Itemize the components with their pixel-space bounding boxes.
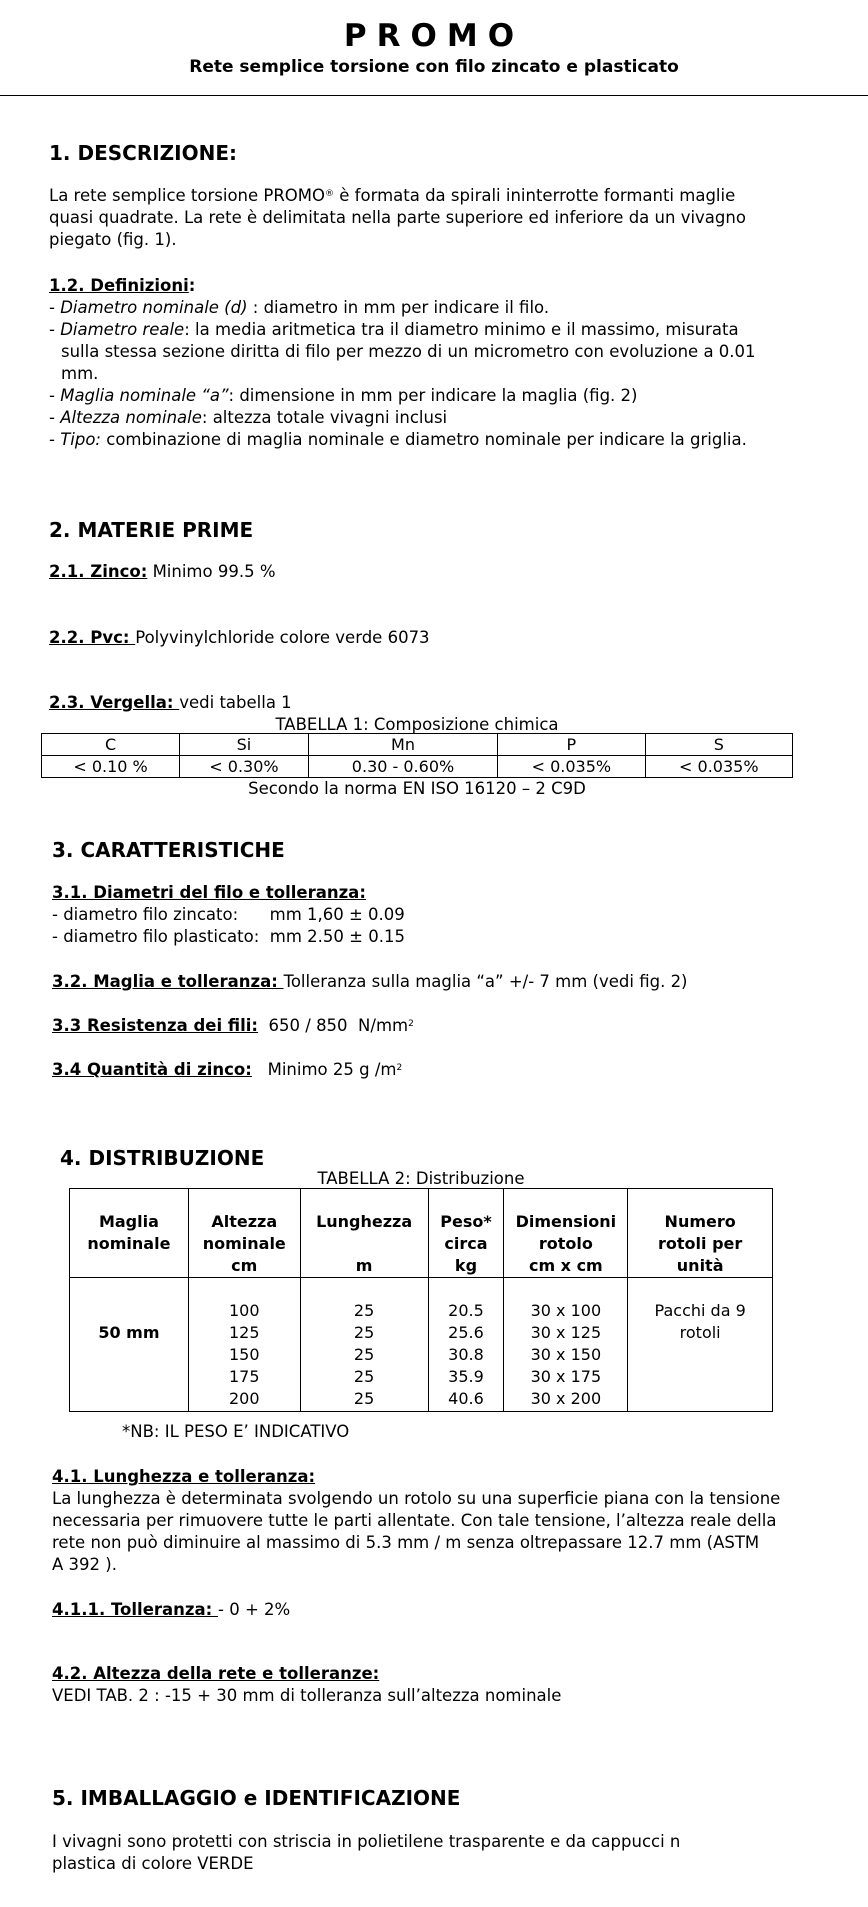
lunghezza-line-2: necessaria per rimuovere tutte le parti allentate. Con tale tensione, l’altezza reale della — [52, 1511, 777, 1530]
table-header-cell: C — [42, 734, 180, 756]
imballaggio-line-1: I vivagni sono protetti con striscia in polietilene trasparente e da cappucci n — [52, 1832, 681, 1851]
intro-line-2: quasi quadrate. La rete è delimitata nella parte superiore ed inferiore da un vivagno — [49, 208, 746, 227]
table-row — [42, 756, 793, 778]
definitions-block — [49, 275, 756, 451]
definition-term: Maglia nominale “a” — [60, 386, 229, 405]
table-header-cell: Dimensioni rotolo cm x cm — [504, 1189, 628, 1278]
definition-text: combinazione di maglia nominale e diametro nominale per indicare la griglia. — [101, 430, 747, 449]
definition-continuation: mm. — [61, 364, 99, 383]
vergella-value: vedi tabella 1 — [179, 693, 292, 712]
table-cell: < 0.035% — [498, 756, 645, 778]
table-1-caption: TABELLA 1: Composizione chimica — [275, 715, 559, 734]
table-cell-numero: Pacchi da 9 rotoli — [628, 1278, 773, 1412]
section-2-heading: 2. MATERIE PRIME — [49, 518, 254, 542]
table-cell: < 0.10 % — [42, 756, 180, 778]
diametro-zincato: - diametro filo zincato: mm 1,60 ± 0.09 — [52, 905, 405, 924]
diametri-label: 3.1. Diametri del filo e tolleranza: — [52, 883, 366, 902]
imballaggio-line-2: plastica di colore VERDE — [52, 1854, 254, 1873]
definition-item: - Diametro reale: la media aritmetica tra il diametro minimo e il massimo, misurata — [49, 320, 739, 339]
zinco-value: Minimo 99.5 % — [147, 562, 276, 581]
table-header-cell: Si — [180, 734, 309, 756]
table-2-caption: TABELLA 2: Distribuzione — [317, 1169, 525, 1188]
imballaggio-paragraph — [52, 1831, 680, 1875]
lunghezza-line-1: La lunghezza è determinata svolgendo un rotolo su una superficie piana con la tensione — [52, 1489, 781, 1508]
table-header-cell: Numero rotoli per unità — [628, 1189, 773, 1278]
intro-line-3: piegato (fig. 1). — [49, 230, 177, 249]
table-row — [70, 1278, 773, 1412]
definition-term: Tipo: — [60, 430, 101, 449]
definitions-colon: : — [188, 276, 196, 295]
intro-text-b: è formata da spirali ininterrotte formanti maglie — [334, 186, 736, 205]
table-1-note: Secondo la norma EN ISO 16120 – 2 C9D — [248, 779, 586, 798]
quantita-zinco-label: 3.4 Quantità di zinco: — [52, 1060, 252, 1079]
definition-text: : dimensione in mm per indicare la maglia (fig. 2) — [228, 386, 638, 405]
tolleranza-value: - 0 + 2% — [218, 1600, 291, 1619]
section-5-heading: 5. IMBALLAGGIO e IDENTIFICAZIONE — [52, 1786, 461, 1810]
definition-item: - Maglia nominale “a”: dimensione in mm per indicare la maglia (fig. 2) — [49, 386, 638, 405]
registered-mark: ® — [325, 189, 335, 199]
definition-item: - Diametro nominale (d) : diametro in mm per indicare il filo. — [49, 298, 550, 317]
tolleranza-line — [52, 1599, 290, 1621]
intro-text-a: La rete semplice torsione PROMO — [49, 186, 326, 205]
table-cell-lunghezze: 25 25 25 25 25 — [300, 1278, 428, 1412]
maglia-line — [52, 971, 688, 993]
altezza-block — [52, 1663, 561, 1707]
header-divider — [0, 95, 868, 96]
lunghezza-line-4: A 392 ). — [52, 1555, 117, 1574]
table-cell-altezze: 100 125 150 175 200 — [188, 1278, 300, 1412]
section-1-heading: 1. DESCRIZIONE: — [49, 141, 238, 165]
table-header-cell: Peso* circa kg — [428, 1189, 504, 1278]
lunghezza-block — [52, 1466, 780, 1576]
definition-term: Diametro reale — [60, 320, 185, 339]
description-paragraph — [49, 185, 746, 251]
pvc-label: 2.2. Pvc: — [49, 628, 136, 647]
altezza-label: 4.2. Altezza della rete e tolleranze: — [52, 1664, 380, 1683]
quantita-zinco-value: Minimo 25 g /m — [251, 1060, 397, 1079]
definition-text: : diametro in mm per indicare il filo. — [247, 298, 550, 317]
definition-item: - Altezza nominale: altezza totale vivagni inclusi — [49, 408, 448, 427]
table-cell-dimensioni: 30 x 100 30 x 125 30 x 150 30 x 175 30 x 200 — [504, 1278, 628, 1412]
pvc-value: Polyvinylchloride colore verde 6073 — [135, 628, 430, 647]
chemical-composition-table — [41, 733, 793, 778]
table-header-cell: Lunghezza m — [300, 1189, 428, 1278]
resistenza-label: 3.3 Resistenza dei fili: — [52, 1016, 259, 1035]
maglia-label: 3.2. Maglia e tolleranza: — [52, 972, 284, 991]
definition-text: : altezza totale vivagni inclusi — [201, 408, 448, 427]
diametro-plasticato: - diametro filo plasticato: mm 2.50 ± 0.15 — [52, 927, 405, 946]
lunghezza-label: 4.1. Lunghezza e tolleranza: — [52, 1467, 316, 1486]
table-header-cell: Altezza nominale cm — [188, 1189, 300, 1278]
definition-continuation: sulla stessa sezione diritta di filo per mezzo di un micrometro con evoluzione a 0.01 — [61, 342, 756, 361]
page-subtitle: Rete semplice torsione con filo zincato e plasticato — [189, 57, 679, 77]
table-cell-maglia: 50 mm — [70, 1278, 189, 1412]
section-4-heading: 4. DISTRIBUZIONE — [60, 1146, 265, 1170]
diametri-block — [52, 882, 405, 948]
table-header-row — [42, 734, 793, 756]
section-3-heading: 3. CARATTERISTICHE — [52, 838, 285, 862]
tolleranza-label: 4.1.1. Tolleranza: — [52, 1600, 218, 1619]
table-cell: 0.30 - 0.60% — [308, 756, 497, 778]
vergella-label: 2.3. Vergella: — [49, 693, 180, 712]
altezza-value: VEDI TAB. 2 : -15 + 30 mm di tolleranza sull’altezza nominale — [52, 1686, 562, 1705]
table-header-cell: Mn — [308, 734, 497, 756]
superscript: 2 — [408, 1019, 414, 1029]
page-title: PROMO — [343, 18, 525, 54]
table-cell: < 0.30% — [180, 756, 309, 778]
table-cell: < 0.035% — [645, 756, 792, 778]
pvc-line — [49, 627, 430, 649]
superscript: 2 — [396, 1063, 403, 1073]
table-header-cell: S — [645, 734, 792, 756]
table-header-row — [70, 1189, 773, 1278]
definition-term: Altezza nominale — [60, 408, 202, 427]
lunghezza-line-3: rete non può diminuire al massimo di 5.3 mm / m senza oltrepassare 12.7 mm (ASTM — [52, 1533, 760, 1552]
table-header-cell: Maglia nominale — [70, 1189, 189, 1278]
maglia-value: Tolleranza sulla maglia “a” +/- 7 mm (vedi fig. 2) — [283, 972, 688, 991]
distribution-table — [69, 1188, 773, 1412]
resistenza-value: 650 / 850 N/mm — [258, 1016, 409, 1035]
definition-term: Diametro nominale (d) — [60, 298, 248, 317]
quantita-zinco-line — [52, 1059, 402, 1081]
zinco-line — [49, 561, 276, 583]
vergella-line — [49, 692, 292, 714]
resistenza-line — [52, 1015, 414, 1037]
table-cell-pesi: 20.5 25.6 30.8 35.9 40.6 — [428, 1278, 504, 1412]
zinco-label: 2.1. Zinco: — [49, 562, 148, 581]
definition-item: - Tipo: combinazione di maglia nominale e diametro nominale per indicare la griglia. — [49, 430, 747, 449]
table-header-cell: P — [498, 734, 645, 756]
definition-text: : la media aritmetica tra il diametro minimo e il massimo, misurata — [184, 320, 739, 339]
definitions-heading: 1.2. Definizioni — [49, 276, 189, 295]
peso-note: *NB: IL PESO E’ INDICATIVO — [122, 1422, 350, 1441]
